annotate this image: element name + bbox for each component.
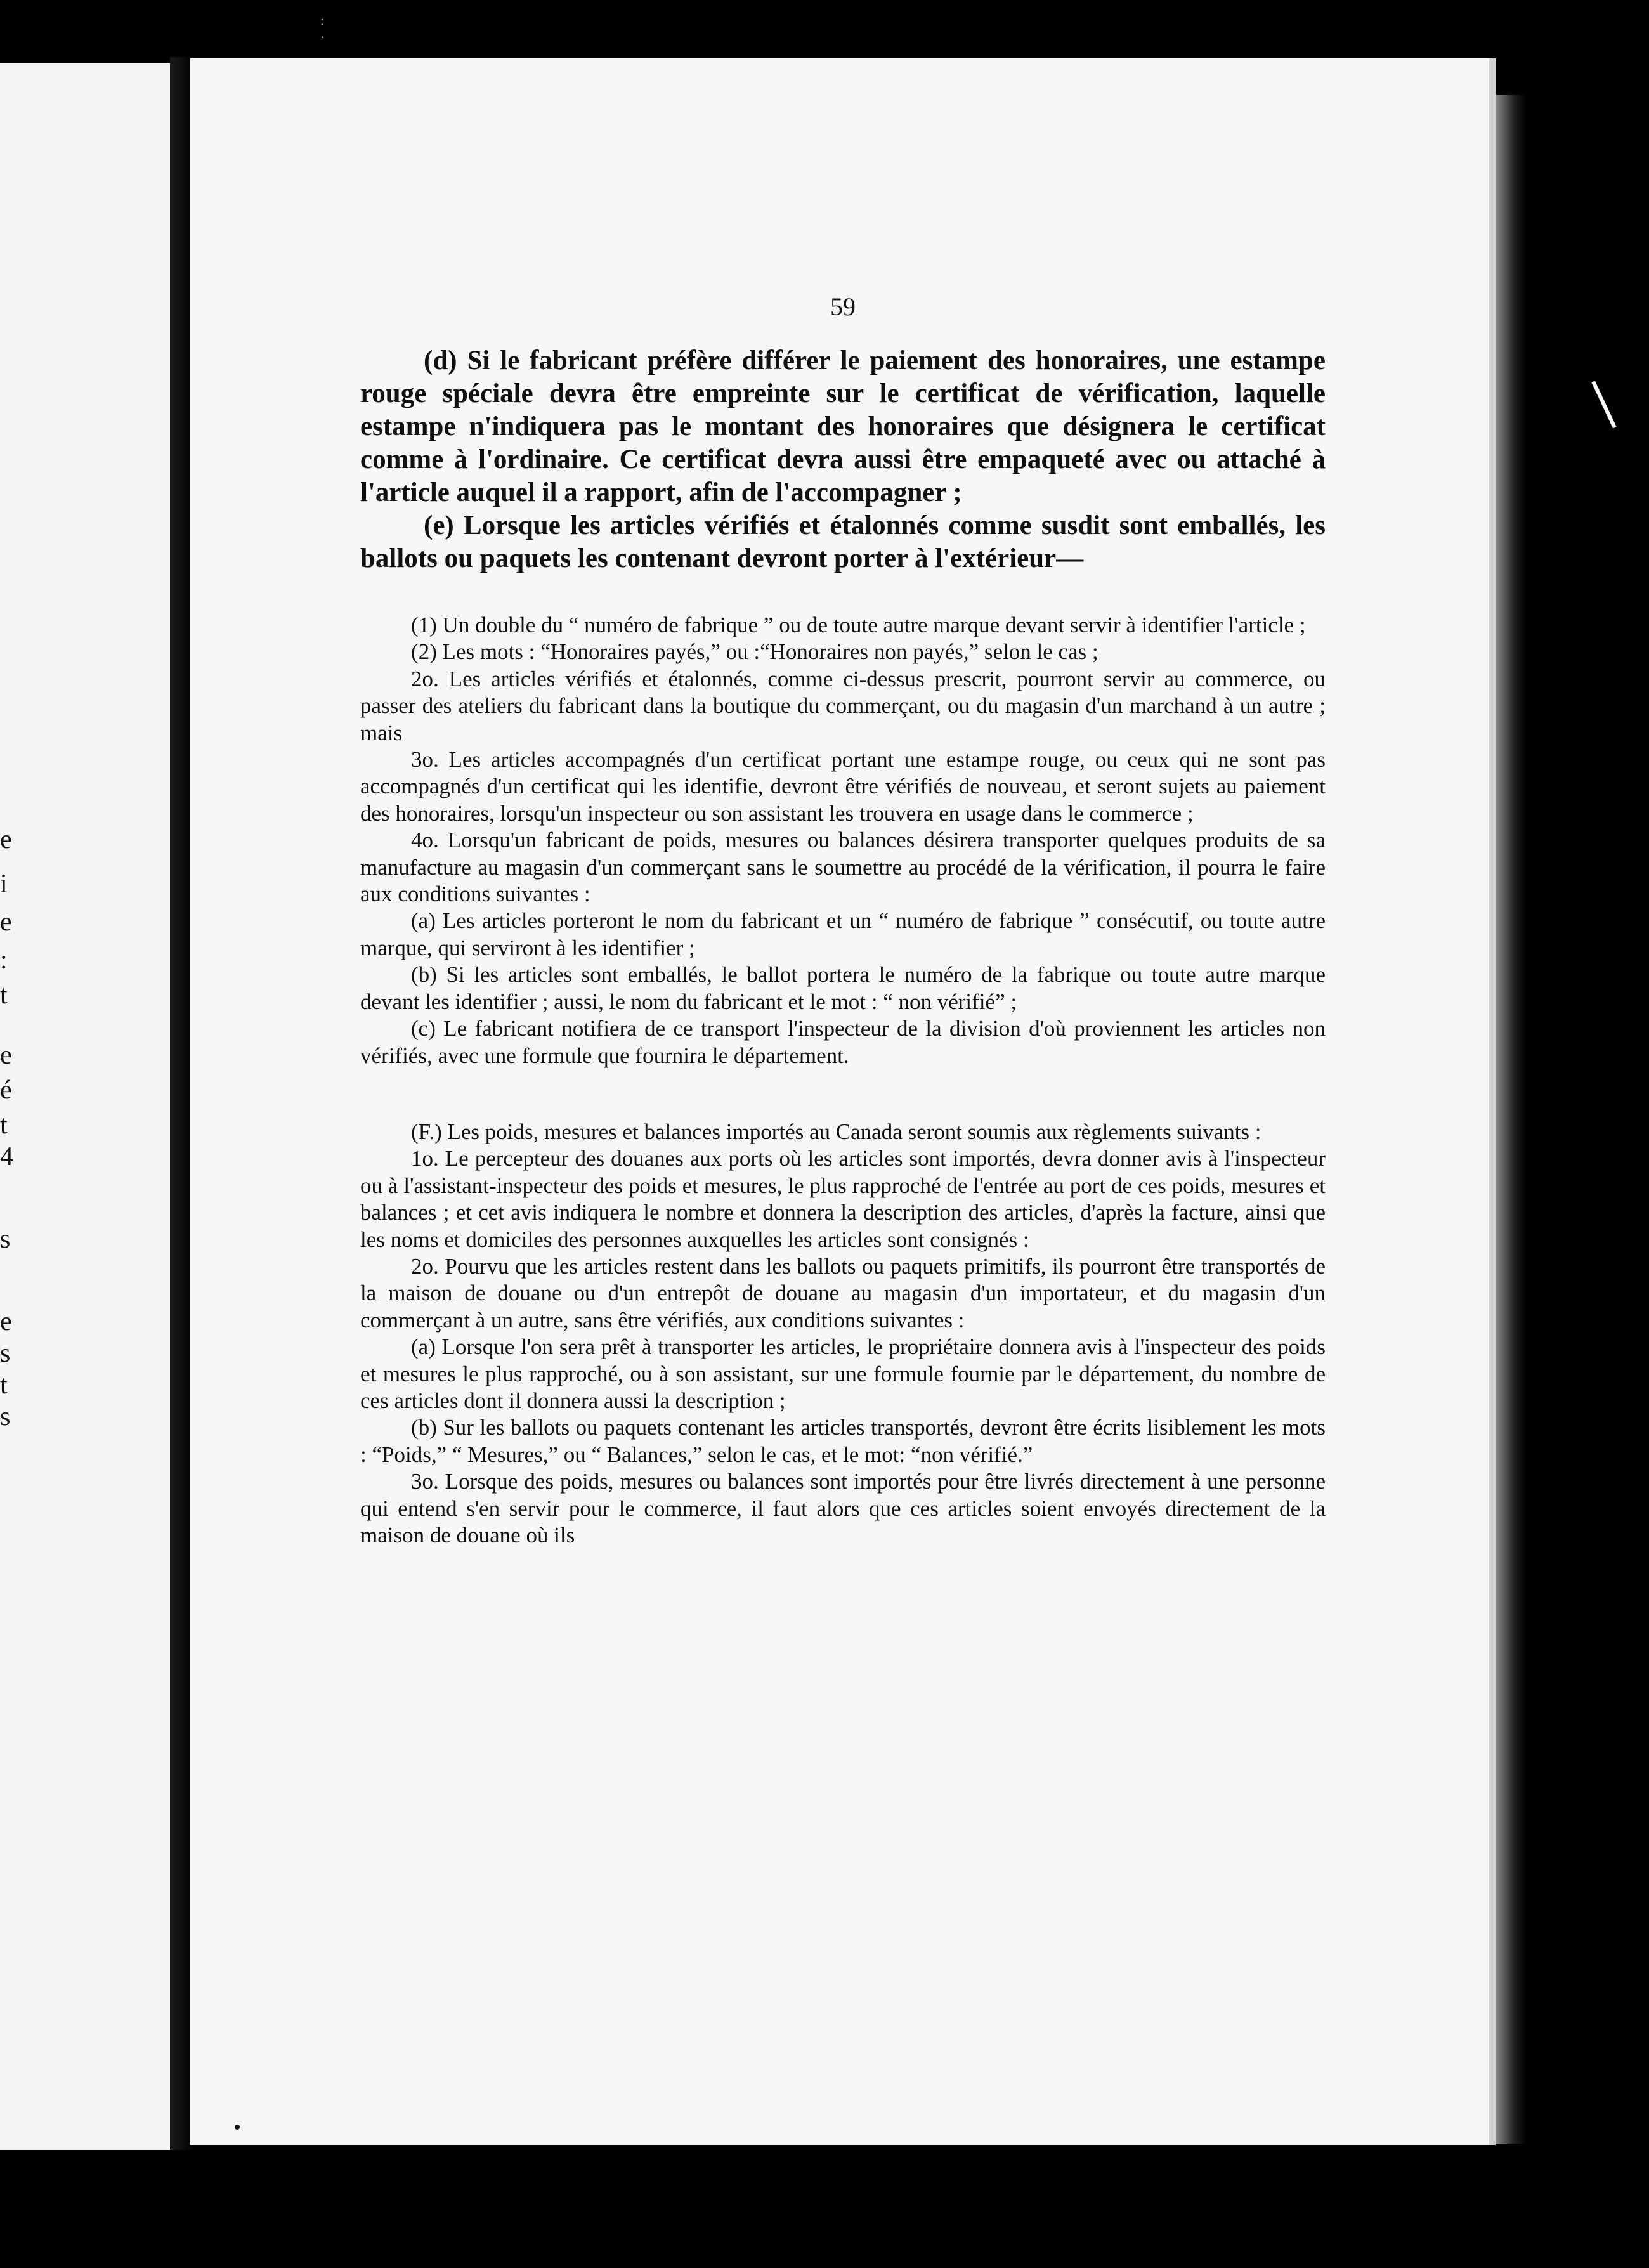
paragraph-d: (d) Si le fabricant préfère différer le paiement des honoraires, une estampe rouge spéciale devra être empreinte sur le certificat de vérification, laquelle estampe n'indiquera pas le montant des honoraires que désignera le certificat comme à l'ordinaire. Ce certificat devra aussi être empaqueté avec ou attaché à l'article auquel il a rapport, afin de l'accompagner ; (360, 346, 1326, 507)
section-f-heading: (F.) Les poids, mesures et balances importés au Canada seront soumis aux règlements suivants : (411, 1119, 1261, 1144)
paragraph: (1) Un double du “ numéro de fabrique ” ou de toute autre marque devant servir à identifier l'article ; (411, 613, 1306, 637)
body-block (360, 612, 1326, 1549)
scan-mark (1591, 381, 1616, 428)
fragment: é (0, 1076, 12, 1105)
paragraph: 2o. Pourvu que les articles restent dans les ballots ou paquets primitifs, ils pourront être transportés de la maison de douane ou d'un entrepôt de douane au magasin d'un importateur, et du magasin d'un commerçant à un autre, sans être vérifiés, aux conditions suivantes : (360, 1253, 1326, 1333)
paragraph: (b) Si les articles sont emballés, le ballot portera le numéro de la fabrique ou toute autre marque devant les identifier ; aussi, le nom du fabricant et le mot : “ non vérifié” ; (360, 962, 1326, 1014)
fragment: e (0, 1307, 12, 1336)
top-block (360, 344, 1326, 575)
fragment: s (0, 1402, 11, 1431)
page-content (360, 292, 1326, 1549)
fragment: : (0, 946, 8, 975)
fragment: t (0, 981, 8, 1010)
paragraph: 1o. Le percepteur des douanes aux ports où les articles sont importés, devra donner avis à l'inspecteur ou à l'assistant-inspecteur des poids et mesures, le plus rapproché de l'entrée au port de ces poids, mesures et balances ; et cet avis indiquera le nombre et donnera la description des articles, d'après la facture, ainsi que les noms et domiciles des personnes auxquelles les articles sont consignés : (360, 1146, 1326, 1252)
ink-dot (235, 2125, 240, 2130)
page-number: 59 (830, 292, 856, 321)
fragment: s (0, 1225, 11, 1254)
paragraph: (2) Les mots : “Honoraires payés,” ou :“Honoraires non payés,” selon le cas ; (411, 639, 1098, 665)
paragraph: (c) Le fabricant notifiera de ce transport l'inspecteur de la division d'où proviennent les articles non vérifiés, avec une formule que fournira le département. (360, 1016, 1326, 1068)
paragraph: 4o. Lorsqu'un fabricant de poids, mesures ou balances désirera transporter quelques produits de sa manufacture au magasin d'un commerçant sans le soumettre au procédé de la vérification, il pourra le faire aux conditions suivantes : (360, 828, 1326, 907)
fragment: e (0, 825, 12, 854)
paragraph: 2o. Les articles vérifiés et étalonnés, comme ci-dessus prescrit, pourront servir au commerce, ou passer des ateliers du fabricant dans la boutique du commerçant, ou du magasin d'un marchand à un autre ; mais (360, 666, 1326, 745)
fragment: t (0, 1371, 8, 1400)
paragraph: (a) Les articles porteront le nom du fabricant et un “ numéro de fabrique ” consécutif, ou toute autre marque, qui serviront à les identifier ; (360, 908, 1326, 960)
paragraph: (a) Lorsque l'on sera prêt à transporter les articles, le propriétaire donnera avis à l'inspecteur des poids et mesures le plus rapproché, ou à son assistant, sur une formule fournie par le département, du nombre de ces articles dont il donnera aussi la description ; (360, 1334, 1326, 1413)
paragraph: 3o. Lorsque des poids, mesures ou balances sont importés pour être livrés directement à une personne qui entend s'en servir pour le commerce, il faut alors que ces articles soient envoyés directement de la maison de douane où ils (360, 1469, 1326, 1548)
fragment: e (0, 908, 12, 937)
fragment: s (0, 1339, 11, 1368)
paragraph-e: (e) Lorsque les articles vérifiés et étalonnés comme susdit sont emballés, les ballots ou paquets les contenant devront porter à l'extérieur— (360, 511, 1326, 573)
page-edge-shadow (1496, 95, 1526, 2144)
fragment: t (0, 1111, 8, 1140)
paragraph: 3o. Les articles accompagnés d'un certificat portant une estampe rouge, ou ceux qui ne sont pas accompagnés d'un certificat qui les identifie, devront être vérifiés de nouveau, et seront sujets au paiement des honoraires, lorsqu'un inspecteur ou son assistant les trouvera en usage dans le commerce ; (360, 747, 1326, 826)
fragment: e (0, 1041, 12, 1070)
fragment: 4 (0, 1142, 13, 1171)
scan-speck: : · (320, 13, 325, 45)
paragraph: (b) Sur les ballots ou paquets contenant les articles transportés, devront être écrits lisiblement les mots : “Poids,” “ Mesures,” ou “ Balances,” selon le cas, et le mot: “non vérifié.” (360, 1415, 1326, 1467)
facing-page-edge (0, 63, 170, 2150)
fragment: i (0, 870, 8, 899)
